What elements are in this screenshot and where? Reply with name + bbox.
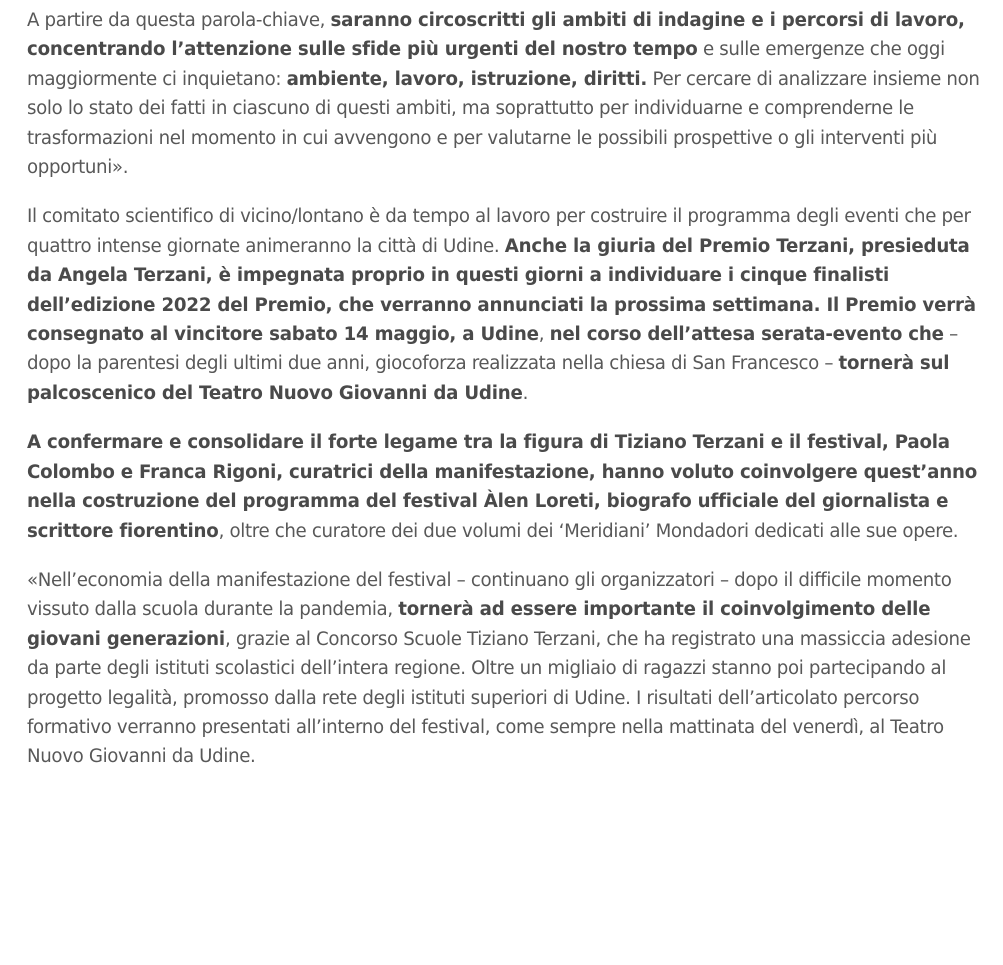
paragraph-3-text-1: , oltre che curatore dei due volumi dei ‘Meridiani’ Mondadori dedicati alle sue opere. — [218, 520, 959, 542]
paragraph-2-bold-3: tornerà sul palcoscenico del Teatro Nuovo Giovanni da Udine — [27, 353, 950, 404]
paragraph-1 — [27, 6, 981, 182]
paragraph-2-text-4: . — [522, 382, 529, 404]
paragraph-3-bold-1: A confermare e consolidare il forte legame tra la figura di Tiziano Terzani e il festival, Paola Colombo e Franca Rigoni, curatrici della manifestazione, hanno voluto coinvolgere quest’anno nella costruzione del programma del festival Àlen Loreti, biografo ufficiale del giornalista e scrittore fiorentino — [27, 432, 978, 542]
paragraph-2-bold-2: nel corso dell’attesa serata-evento che — [549, 324, 944, 346]
paragraph-2-bold-1: Anche la giuria del Premio Terzani, presieduta da Angela Terzani, è impegnata proprio in questi giorni a individuare i cinque finalisti dell’edizione 2022 del Premio, che verranno annunciati la prossima settimana. Il Premio verrà consegnato al vincitore sabato 14 maggio, a Udine — [27, 235, 976, 346]
paragraph-1-text-1: A partire da questa parola-chiave, — [27, 10, 331, 31]
paragraph-2-text-1: Il comitato scientifico di vicino/lontano è da tempo al lavoro per costruire il programma degli eventi che per quattro intense giornate animeranno la città di Udine. — [27, 206, 971, 257]
paragraph-4-bold-1: tornerà ad essere importante il coinvolgimento delle giovani generazioni — [27, 599, 931, 650]
paragraph-4-text-1: «Nell’economia della manifestazione del festival – continuano gli organizzatori – dopo il difficile momento vissuto dalla scuola durante la pandemia, — [27, 569, 952, 621]
paragraph-1-text-2: e sulle emergenze che oggi maggiormente ci inquietano: — [27, 39, 945, 90]
paragraph-1-text-3: Per cercare di analizzare insieme non solo lo stato dei fatti in ciascuno di questi ambiti, ma soprattutto per individuarne e comprenderne le trasformazioni nel momento in cui avvengono e per valutarne le possibili prospettive o gli interventi più opportuni». — [27, 68, 980, 179]
paragraph-1-bold-2: ambiente, lavoro, istruzione, diritti. — [286, 68, 648, 90]
paragraph-1-bold-1: saranno circoscritti gli ambiti di indagine e i percorsi di lavoro, concentrando l’attenzione sulle sfide più urgenti del nostro tempo — [27, 10, 965, 61]
paragraph-2-text-2: , — [538, 324, 550, 346]
paragraph-2-text-3: – dopo la parentesi degli ultimi due anni, giocoforza realizzata nella chiesa di San Francesco – — [27, 324, 958, 375]
paragraph-4-text-2: , grazie al Concorso Scuole Tiziano Terzani, che ha registrato una massiccia adesione da parte degli istituti scolastici dell’intera regione. Oltre un migliaio di ragazzi stanno poi partecipando al progetto legalità, promosso dalla rete degli istituti superiori di Udine. I risultati dell’articolato percorso formativo verranno presentati all’interno del festival, come sempre nella mattinata del venerdì, al Teatro Nuovo Giovanni da Udine. — [27, 628, 971, 768]
paragraph-4 — [27, 566, 981, 772]
paragraph-3 — [27, 428, 981, 546]
paragraph-2 — [27, 202, 981, 408]
